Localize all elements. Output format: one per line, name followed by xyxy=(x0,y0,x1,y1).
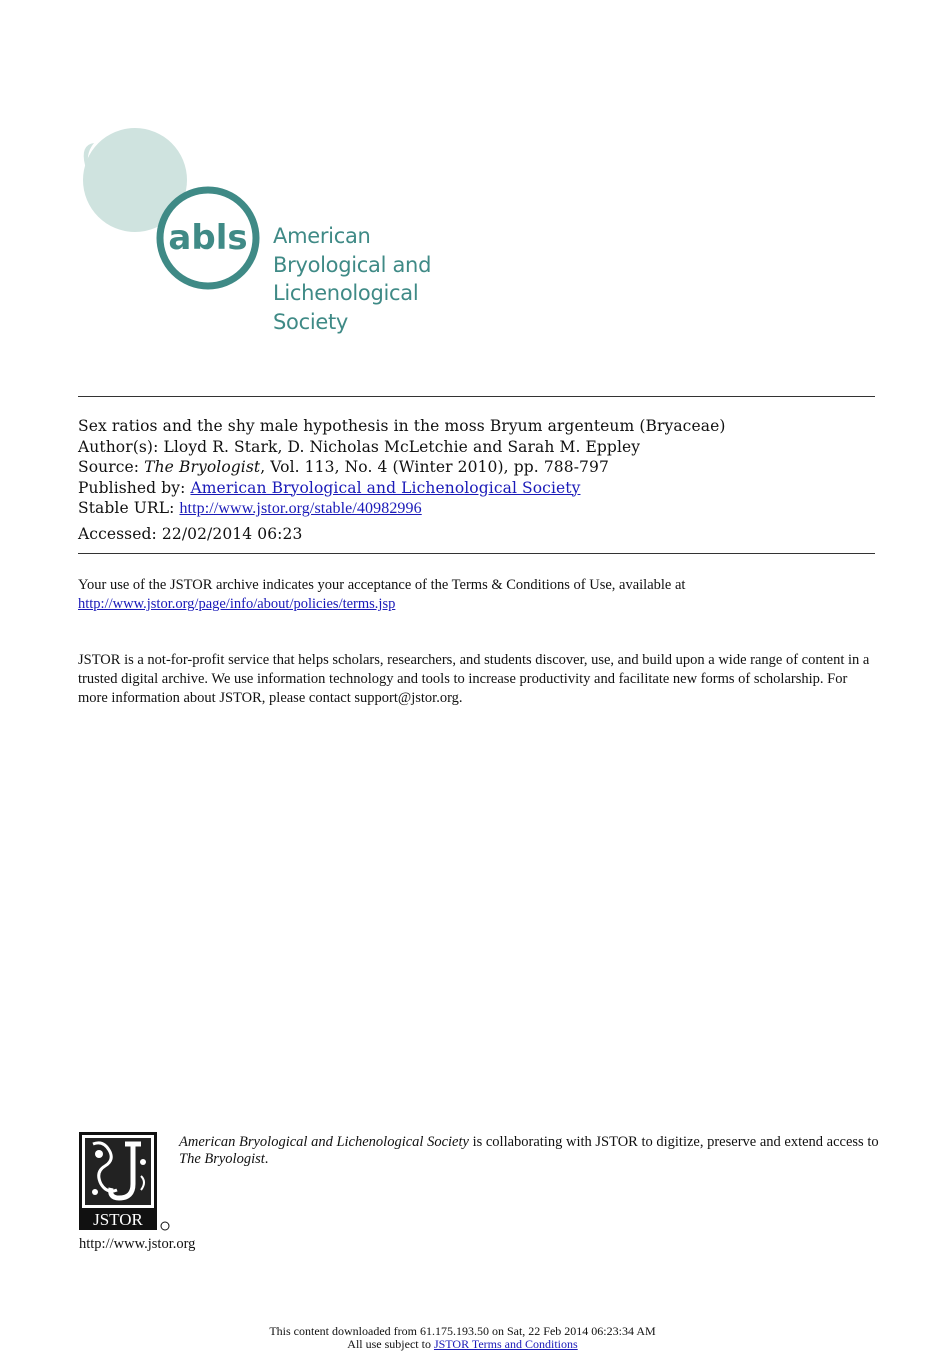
about-jstor: JSTOR is a not-for-profit service that helps scholars, researchers, and students discover, use, and build upon a wide range of content in a trusted digital archive. We use information technology and tools to increase productivity and facilitate new forms of scholarship. For more information about JSTOR, please contact support@jstor.org. xyxy=(78,652,870,706)
terms-link[interactable]: http://www.jstor.org/page/info/about/policies/terms.jsp xyxy=(78,596,396,612)
collab-society: American Bryological and Lichenological Society xyxy=(179,1134,469,1150)
logo-name-line: American xyxy=(273,224,371,248)
authors-line xyxy=(78,437,878,458)
accessed-line xyxy=(78,524,878,545)
footer-terms-line xyxy=(0,1338,925,1351)
footer-terms-link[interactable]: JSTOR Terms and Conditions xyxy=(433,1337,578,1351)
bottom-divider xyxy=(78,553,875,554)
top-divider xyxy=(78,396,875,397)
logo-name-line: Bryological and xyxy=(273,252,432,277)
download-footer xyxy=(0,1325,925,1351)
article-title: Sex ratios and the shy male hypothesis in the moss Bryum argenteum (Bryaceae) xyxy=(78,417,726,435)
logo-abbrev: abls xyxy=(168,218,248,258)
source-label: Source: xyxy=(78,458,140,476)
collaboration-note xyxy=(179,1134,879,1168)
source-line xyxy=(78,457,878,478)
stable-url-line xyxy=(78,498,878,520)
citation-block xyxy=(78,416,878,544)
authors-label: Author(s): xyxy=(78,437,159,456)
logo-society-name xyxy=(273,222,431,336)
publisher-link[interactable]: American Bryological and Lichenological Society xyxy=(190,478,581,497)
jstor-emblem xyxy=(79,1132,171,1232)
footer-download-info: This content downloaded from 61.175.193.50 on Sat, 22 Feb 2014 06:23:34 AM xyxy=(269,1324,656,1338)
collab-end: . xyxy=(264,1151,269,1167)
jstor-url: http://www.jstor.org xyxy=(79,1236,196,1252)
publisher-label: Published by: xyxy=(78,478,186,497)
publisher-line xyxy=(78,478,878,499)
collab-journal: The Bryologist xyxy=(179,1151,265,1167)
terms-text: Your use of the JSTOR archive indicates your acceptance of the Terms & Conditions of Use, available at xyxy=(78,577,686,593)
logo-name-line: Lichenological xyxy=(273,281,419,305)
footer-terms-prefix: All use subject to xyxy=(347,1337,434,1351)
logo-name-line: Society xyxy=(273,309,349,334)
source-details: , Vol. 113, No. 4 (Winter 2010), pp. 788-797 xyxy=(260,458,609,476)
collab-text: is collaborating with JSTOR to digitize, preserve and extend access to xyxy=(468,1134,879,1150)
accessed-value: 22/02/2014 06:23 xyxy=(161,524,303,543)
stable-url-link[interactable]: http://www.jstor.org/stable/40982996 xyxy=(179,500,422,517)
jstor-logo-text: JSTOR xyxy=(93,1210,143,1229)
authors-value: Lloyd R. Stark, D. Nicholas McLetchie and Sarah M. Eppley xyxy=(163,437,641,456)
source-journal: The Bryologist xyxy=(144,458,261,476)
society-logo xyxy=(80,125,440,345)
terms-notice xyxy=(78,576,878,614)
stable-url-label: Stable URL: xyxy=(78,499,175,517)
accessed-label: Accessed: xyxy=(78,524,157,543)
jstor-logo xyxy=(79,1132,171,1232)
